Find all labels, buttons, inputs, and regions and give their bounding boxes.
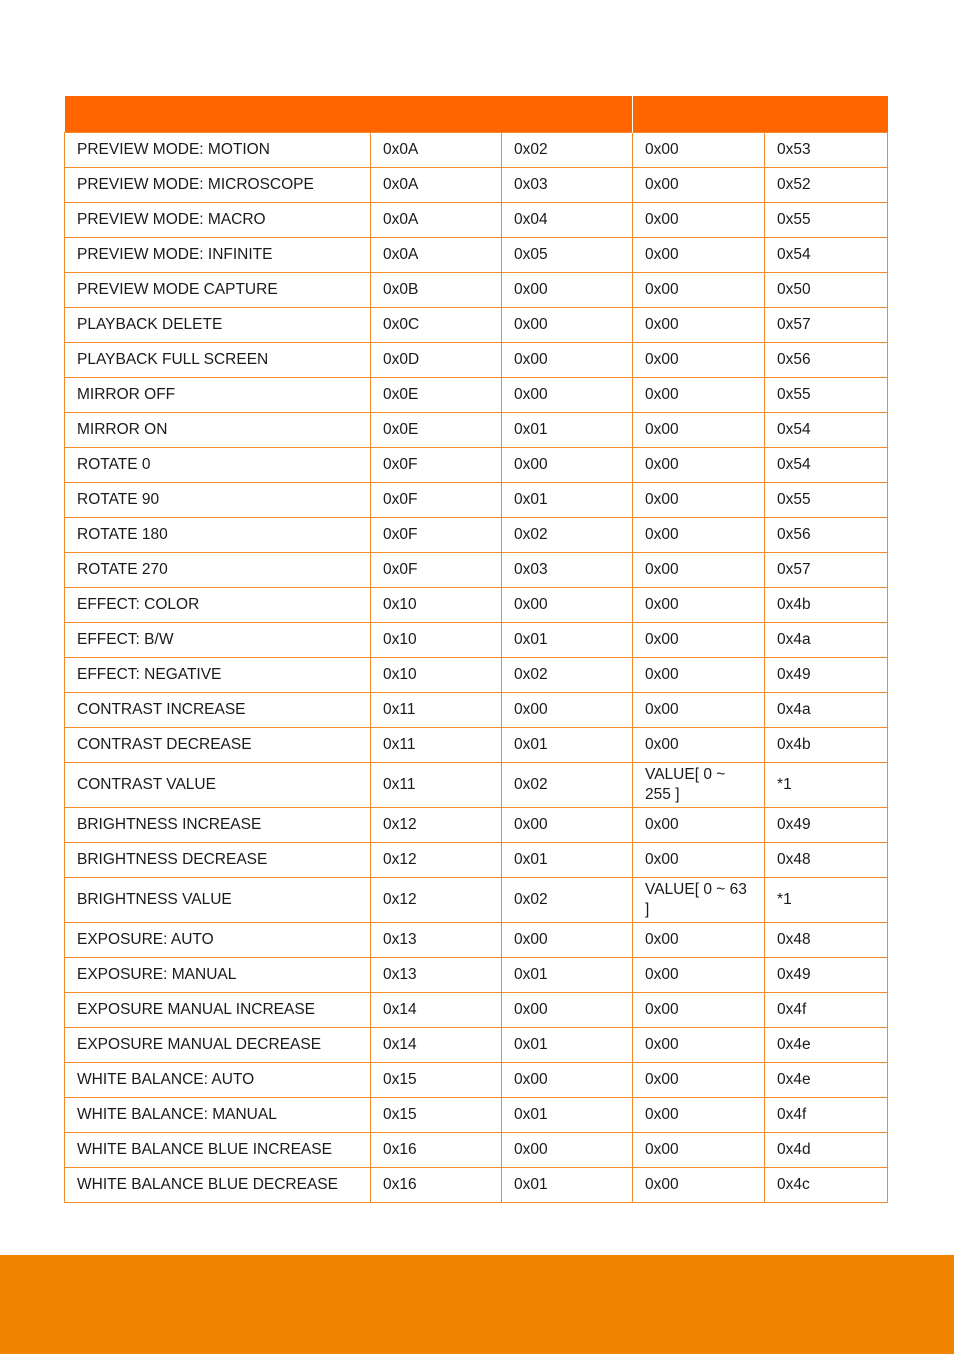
code-byte-cell: 0x13 <box>371 958 502 993</box>
code-byte-cell: 0x10 <box>371 588 502 623</box>
command-name-cell: PREVIEW MODE CAPTURE <box>65 273 371 308</box>
param-byte-cell: 0x01 <box>502 728 633 763</box>
checksum-cell: 0x56 <box>765 343 888 378</box>
value-byte-cell: 0x00 <box>633 728 765 763</box>
checksum-cell: 0x4a <box>765 693 888 728</box>
param-byte-cell: 0x03 <box>502 553 633 588</box>
value-byte-cell: 0x00 <box>633 623 765 658</box>
param-byte-cell: 0x00 <box>502 308 633 343</box>
code-byte-cell: 0x10 <box>371 623 502 658</box>
table-row <box>65 588 888 623</box>
table-row <box>65 763 888 808</box>
code-byte-cell: 0x11 <box>371 728 502 763</box>
command-name-cell: WHITE BALANCE: AUTO <box>65 1063 371 1098</box>
value-byte-cell: 0x00 <box>633 133 765 168</box>
checksum-cell: 0x52 <box>765 168 888 203</box>
param-byte-cell: 0x02 <box>502 763 633 808</box>
code-byte-cell: 0x0E <box>371 378 502 413</box>
param-byte-cell: 0x00 <box>502 1133 633 1168</box>
code-byte-cell: 0x0A <box>371 238 502 273</box>
code-byte-cell: 0x0F <box>371 518 502 553</box>
value-byte-cell: 0x00 <box>633 1063 765 1098</box>
param-byte-cell: 0x00 <box>502 693 633 728</box>
table-row <box>65 518 888 553</box>
param-byte-cell: 0x03 <box>502 168 633 203</box>
param-byte-cell: 0x05 <box>502 238 633 273</box>
table-row <box>65 878 888 923</box>
checksum-cell: 0x4b <box>765 588 888 623</box>
value-byte-cell: VALUE[ 0 ~ 255 ] <box>633 763 765 808</box>
checksum-cell: 0x4e <box>765 1028 888 1063</box>
checksum-cell: 0x4f <box>765 1098 888 1133</box>
value-byte-cell: VALUE[ 0 ~ 63 ] <box>633 878 765 923</box>
footer-band <box>0 1255 954 1354</box>
value-byte-cell: 0x00 <box>633 923 765 958</box>
header-band-right <box>633 96 888 133</box>
command-name-cell: EFFECT: COLOR <box>65 588 371 623</box>
code-byte-cell: 0x0D <box>371 343 502 378</box>
command-name-cell: ROTATE 180 <box>65 518 371 553</box>
param-byte-cell: 0x00 <box>502 588 633 623</box>
value-byte-cell: 0x00 <box>633 378 765 413</box>
value-byte-cell: 0x00 <box>633 518 765 553</box>
value-byte-cell: 0x00 <box>633 168 765 203</box>
code-byte-cell: 0x15 <box>371 1063 502 1098</box>
param-byte-cell: 0x00 <box>502 343 633 378</box>
param-byte-cell: 0x01 <box>502 958 633 993</box>
command-name-cell: PREVIEW MODE: MICROSCOPE <box>65 168 371 203</box>
checksum-cell: *1 <box>765 878 888 923</box>
value-byte-cell: 0x00 <box>633 273 765 308</box>
value-byte-cell: 0x00 <box>633 553 765 588</box>
param-byte-cell: 0x01 <box>502 1028 633 1063</box>
checksum-cell: 0x48 <box>765 843 888 878</box>
command-name-cell: MIRROR ON <box>65 413 371 448</box>
command-name-cell: BRIGHTNESS DECREASE <box>65 843 371 878</box>
checksum-cell: *1 <box>765 763 888 808</box>
command-name-cell: EXPOSURE: AUTO <box>65 923 371 958</box>
code-byte-cell: 0x14 <box>371 1028 502 1063</box>
table-row <box>65 1168 888 1203</box>
table-body <box>65 133 888 1203</box>
table-row <box>65 238 888 273</box>
table-row <box>65 273 888 308</box>
param-byte-cell: 0x04 <box>502 203 633 238</box>
checksum-cell: 0x54 <box>765 448 888 483</box>
table-row <box>65 993 888 1028</box>
checksum-cell: 0x50 <box>765 273 888 308</box>
code-byte-cell: 0x15 <box>371 1098 502 1133</box>
checksum-cell: 0x4e <box>765 1063 888 1098</box>
command-name-cell: BRIGHTNESS VALUE <box>65 878 371 923</box>
command-name-cell: CONTRAST INCREASE <box>65 693 371 728</box>
table-row <box>65 923 888 958</box>
param-byte-cell: 0x01 <box>502 1098 633 1133</box>
param-byte-cell: 0x00 <box>502 993 633 1028</box>
code-byte-cell: 0x0F <box>371 483 502 518</box>
value-byte-cell: 0x00 <box>633 483 765 518</box>
code-byte-cell: 0x14 <box>371 993 502 1028</box>
param-byte-cell: 0x00 <box>502 273 633 308</box>
code-byte-cell: 0x0E <box>371 413 502 448</box>
table-row <box>65 623 888 658</box>
value-byte-cell: 0x00 <box>633 588 765 623</box>
command-name-cell: EFFECT: NEGATIVE <box>65 658 371 693</box>
param-byte-cell: 0x01 <box>502 1168 633 1203</box>
value-byte-cell: 0x00 <box>633 808 765 843</box>
code-byte-cell: 0x0A <box>371 133 502 168</box>
table-row <box>65 343 888 378</box>
table-row <box>65 553 888 588</box>
command-name-cell: EXPOSURE MANUAL INCREASE <box>65 993 371 1028</box>
command-name-cell: WHITE BALANCE BLUE INCREASE <box>65 1133 371 1168</box>
command-name-cell: ROTATE 0 <box>65 448 371 483</box>
table-row <box>65 693 888 728</box>
param-byte-cell: 0x00 <box>502 448 633 483</box>
value-byte-cell: 0x00 <box>633 343 765 378</box>
table-row <box>65 1028 888 1063</box>
command-name-cell: CONTRAST VALUE <box>65 763 371 808</box>
param-byte-cell: 0x00 <box>502 808 633 843</box>
table-row <box>65 483 888 518</box>
param-byte-cell: 0x02 <box>502 658 633 693</box>
command-name-cell: WHITE BALANCE BLUE DECREASE <box>65 1168 371 1203</box>
command-name-cell: ROTATE 270 <box>65 553 371 588</box>
table-row <box>65 1063 888 1098</box>
table-row <box>65 808 888 843</box>
table-row <box>65 308 888 343</box>
table-row <box>65 843 888 878</box>
code-byte-cell: 0x0A <box>371 168 502 203</box>
value-byte-cell: 0x00 <box>633 1133 765 1168</box>
value-byte-cell: 0x00 <box>633 413 765 448</box>
code-byte-cell: 0x0F <box>371 448 502 483</box>
command-name-cell: PREVIEW MODE: MACRO <box>65 203 371 238</box>
param-byte-cell: 0x01 <box>502 623 633 658</box>
command-name-cell: PREVIEW MODE: INFINITE <box>65 238 371 273</box>
value-byte-cell: 0x00 <box>633 958 765 993</box>
checksum-cell: 0x53 <box>765 133 888 168</box>
code-byte-cell: 0x13 <box>371 923 502 958</box>
checksum-cell: 0x48 <box>765 923 888 958</box>
param-byte-cell: 0x02 <box>502 878 633 923</box>
command-name-cell: EFFECT: B/W <box>65 623 371 658</box>
command-name-cell: EXPOSURE: MANUAL <box>65 958 371 993</box>
header-band-left <box>65 96 633 133</box>
value-byte-cell: 0x00 <box>633 448 765 483</box>
table-header-row <box>65 96 888 133</box>
code-byte-cell: 0x11 <box>371 763 502 808</box>
param-byte-cell: 0x01 <box>502 843 633 878</box>
checksum-cell: 0x4b <box>765 728 888 763</box>
checksum-cell: 0x57 <box>765 308 888 343</box>
command-name-cell: MIRROR OFF <box>65 378 371 413</box>
checksum-cell: 0x4a <box>765 623 888 658</box>
checksum-cell: 0x56 <box>765 518 888 553</box>
checksum-cell: 0x55 <box>765 203 888 238</box>
value-byte-cell: 0x00 <box>633 203 765 238</box>
checksum-cell: 0x55 <box>765 378 888 413</box>
table-row <box>65 658 888 693</box>
command-name-cell: PLAYBACK DELETE <box>65 308 371 343</box>
code-byte-cell: 0x16 <box>371 1168 502 1203</box>
value-byte-cell: 0x00 <box>633 1098 765 1133</box>
param-byte-cell: 0x00 <box>502 1063 633 1098</box>
checksum-cell: 0x4c <box>765 1168 888 1203</box>
command-name-cell: PREVIEW MODE: MOTION <box>65 133 371 168</box>
value-byte-cell: 0x00 <box>633 1028 765 1063</box>
param-byte-cell: 0x01 <box>502 413 633 448</box>
table-row <box>65 203 888 238</box>
table-row <box>65 378 888 413</box>
table-row <box>65 958 888 993</box>
checksum-cell: 0x49 <box>765 658 888 693</box>
code-byte-cell: 0x0C <box>371 308 502 343</box>
param-byte-cell: 0x02 <box>502 133 633 168</box>
command-name-cell: WHITE BALANCE: MANUAL <box>65 1098 371 1133</box>
code-byte-cell: 0x16 <box>371 1133 502 1168</box>
table-row <box>65 1133 888 1168</box>
checksum-cell: 0x49 <box>765 958 888 993</box>
command-name-cell: EXPOSURE MANUAL DECREASE <box>65 1028 371 1063</box>
param-byte-cell: 0x01 <box>502 483 633 518</box>
code-byte-cell: 0x11 <box>371 693 502 728</box>
table-row <box>65 728 888 763</box>
table-row <box>65 413 888 448</box>
param-byte-cell: 0x00 <box>502 923 633 958</box>
checksum-cell: 0x55 <box>765 483 888 518</box>
code-byte-cell: 0x0A <box>371 203 502 238</box>
checksum-cell: 0x4f <box>765 993 888 1028</box>
code-byte-cell: 0x12 <box>371 808 502 843</box>
table-row <box>65 1098 888 1133</box>
code-byte-cell: 0x0B <box>371 273 502 308</box>
param-byte-cell: 0x02 <box>502 518 633 553</box>
value-byte-cell: 0x00 <box>633 658 765 693</box>
command-name-cell: PLAYBACK FULL SCREEN <box>65 343 371 378</box>
value-byte-cell: 0x00 <box>633 308 765 343</box>
table-row <box>65 133 888 168</box>
command-table <box>64 96 888 1203</box>
value-byte-cell: 0x00 <box>633 993 765 1028</box>
value-byte-cell: 0x00 <box>633 693 765 728</box>
checksum-cell: 0x57 <box>765 553 888 588</box>
command-name-cell: BRIGHTNESS INCREASE <box>65 808 371 843</box>
code-byte-cell: 0x0F <box>371 553 502 588</box>
checksum-cell: 0x54 <box>765 413 888 448</box>
value-byte-cell: 0x00 <box>633 238 765 273</box>
table-row <box>65 168 888 203</box>
command-name-cell: CONTRAST DECREASE <box>65 728 371 763</box>
command-name-cell: ROTATE 90 <box>65 483 371 518</box>
code-byte-cell: 0x10 <box>371 658 502 693</box>
param-byte-cell: 0x00 <box>502 378 633 413</box>
checksum-cell: 0x4d <box>765 1133 888 1168</box>
checksum-cell: 0x49 <box>765 808 888 843</box>
checksum-cell: 0x54 <box>765 238 888 273</box>
value-byte-cell: 0x00 <box>633 843 765 878</box>
table-row <box>65 448 888 483</box>
code-byte-cell: 0x12 <box>371 843 502 878</box>
value-byte-cell: 0x00 <box>633 1168 765 1203</box>
code-byte-cell: 0x12 <box>371 878 502 923</box>
